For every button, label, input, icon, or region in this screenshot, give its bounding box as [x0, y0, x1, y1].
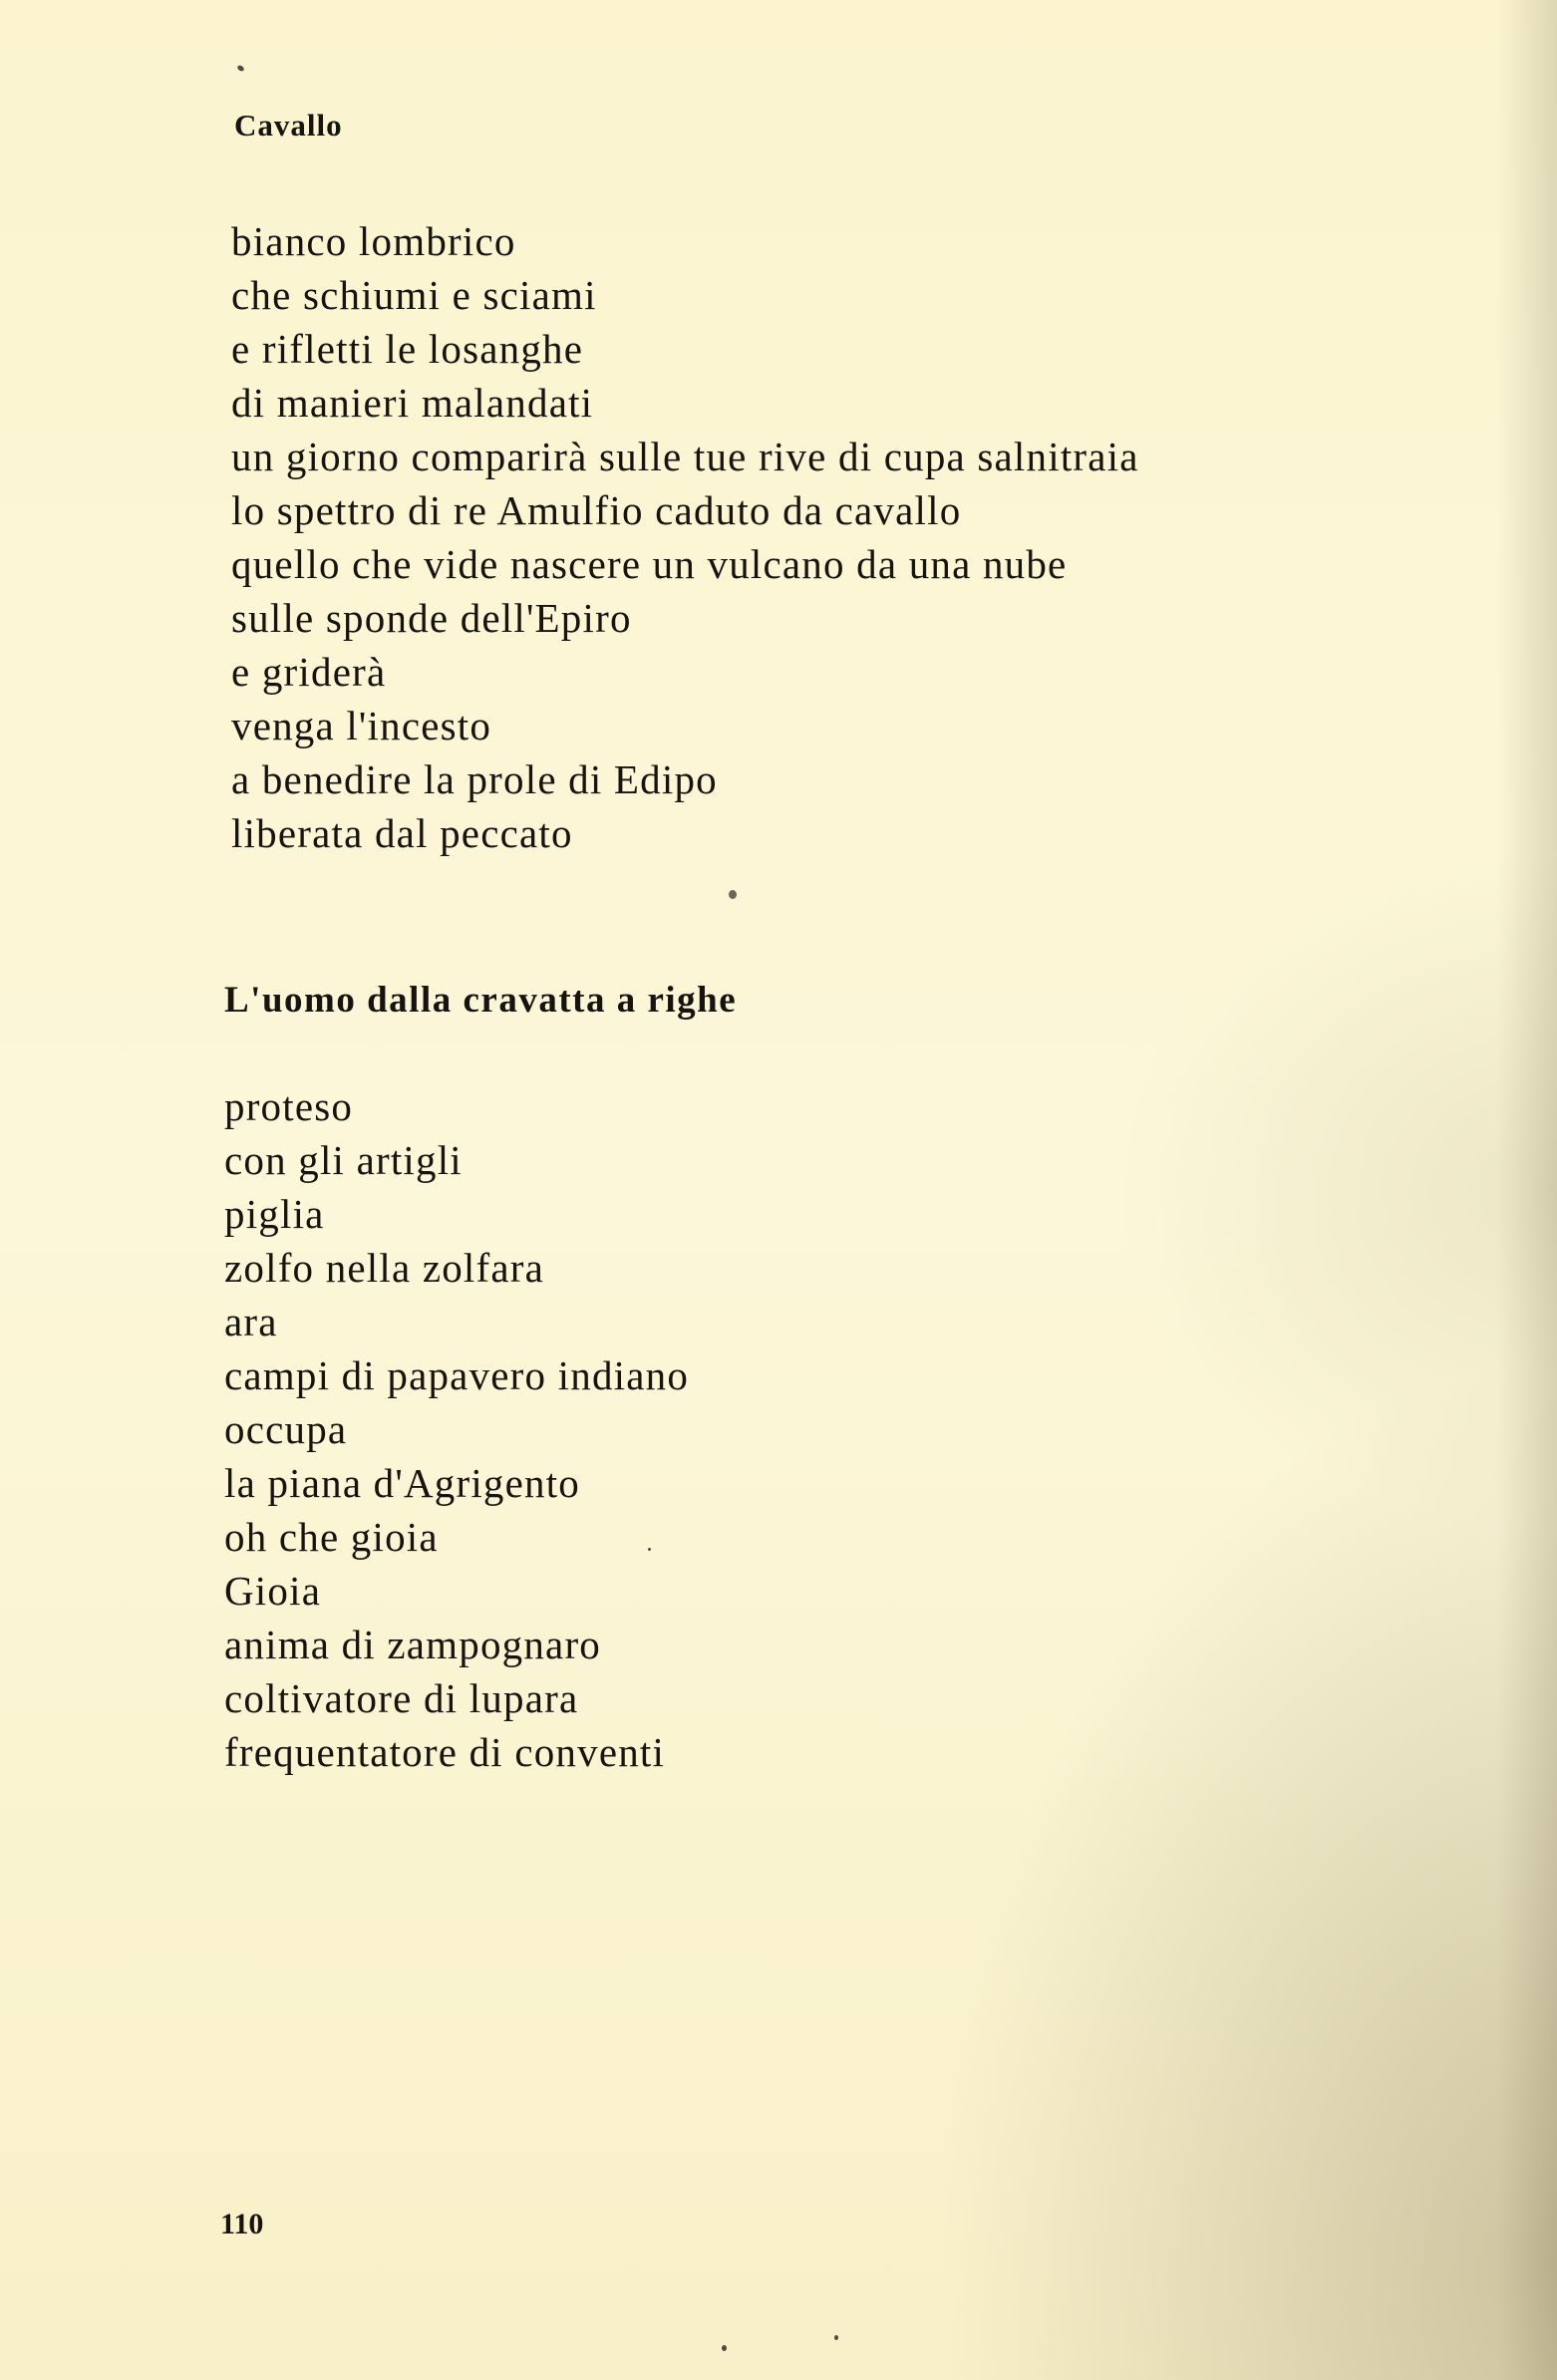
poem-body-uomo-cravatta	[224, 1079, 689, 1779]
poem-title-uomo-cravatta: L'uomo dalla cravatta a righe	[224, 980, 738, 1021]
poem-line: bianco lombrico	[231, 218, 516, 264]
poem-line: ara	[224, 1299, 278, 1344]
poem-line: zolfo nella zolfara	[224, 1245, 545, 1291]
poem-line: e griderà	[231, 649, 387, 695]
ink-speck	[236, 64, 245, 72]
poem-line: Gioia	[224, 1568, 322, 1614]
poem-line: lo spettro di re Amulfio caduto da cavallo	[231, 487, 962, 533]
poem-line: liberata dal peccato	[231, 810, 573, 856]
poem-line: frequentatore di conventi	[224, 1729, 666, 1775]
poem-line: oh che gioia	[224, 1514, 439, 1560]
poem-line: campi di papavero indiano	[224, 1352, 690, 1398]
ink-speck	[722, 2345, 727, 2351]
poem-line: a benedire la prole di Edipo	[231, 756, 718, 802]
poem-line: di manieri malandati	[231, 380, 594, 426]
poem-line: venga l'incesto	[231, 703, 492, 748]
page-edge-shadow	[1497, 0, 1557, 2380]
section-ornament	[729, 890, 737, 899]
ink-speck	[834, 2335, 838, 2340]
poem-body-cavallo	[231, 214, 1139, 860]
poem-line: sulle sponde dell'Epiro	[231, 595, 632, 641]
poem-line: che schiumi e sciami	[231, 272, 597, 318]
poem-line: coltivatore di lupara	[224, 1675, 579, 1721]
poem-line: e rifletti le losanghe	[231, 326, 584, 372]
poem-line: occupa	[224, 1406, 348, 1452]
poem-line: quello che vide nascere un vulcano da una nube	[231, 541, 1068, 587]
poem-line: la piana d'Agrigento	[224, 1460, 581, 1506]
poem-line: proteso	[224, 1083, 354, 1129]
poem-line: piglia	[224, 1191, 325, 1237]
poem-line: con gli artigli	[224, 1137, 463, 1183]
poem-title-cavallo: Cavallo	[234, 108, 343, 143]
poem-line: anima di zampognaro	[224, 1622, 602, 1667]
page-number: 110	[220, 2208, 264, 2240]
poem-line: un giorno comparirà sulle tue rive di cupa salnitraia	[231, 434, 1139, 479]
